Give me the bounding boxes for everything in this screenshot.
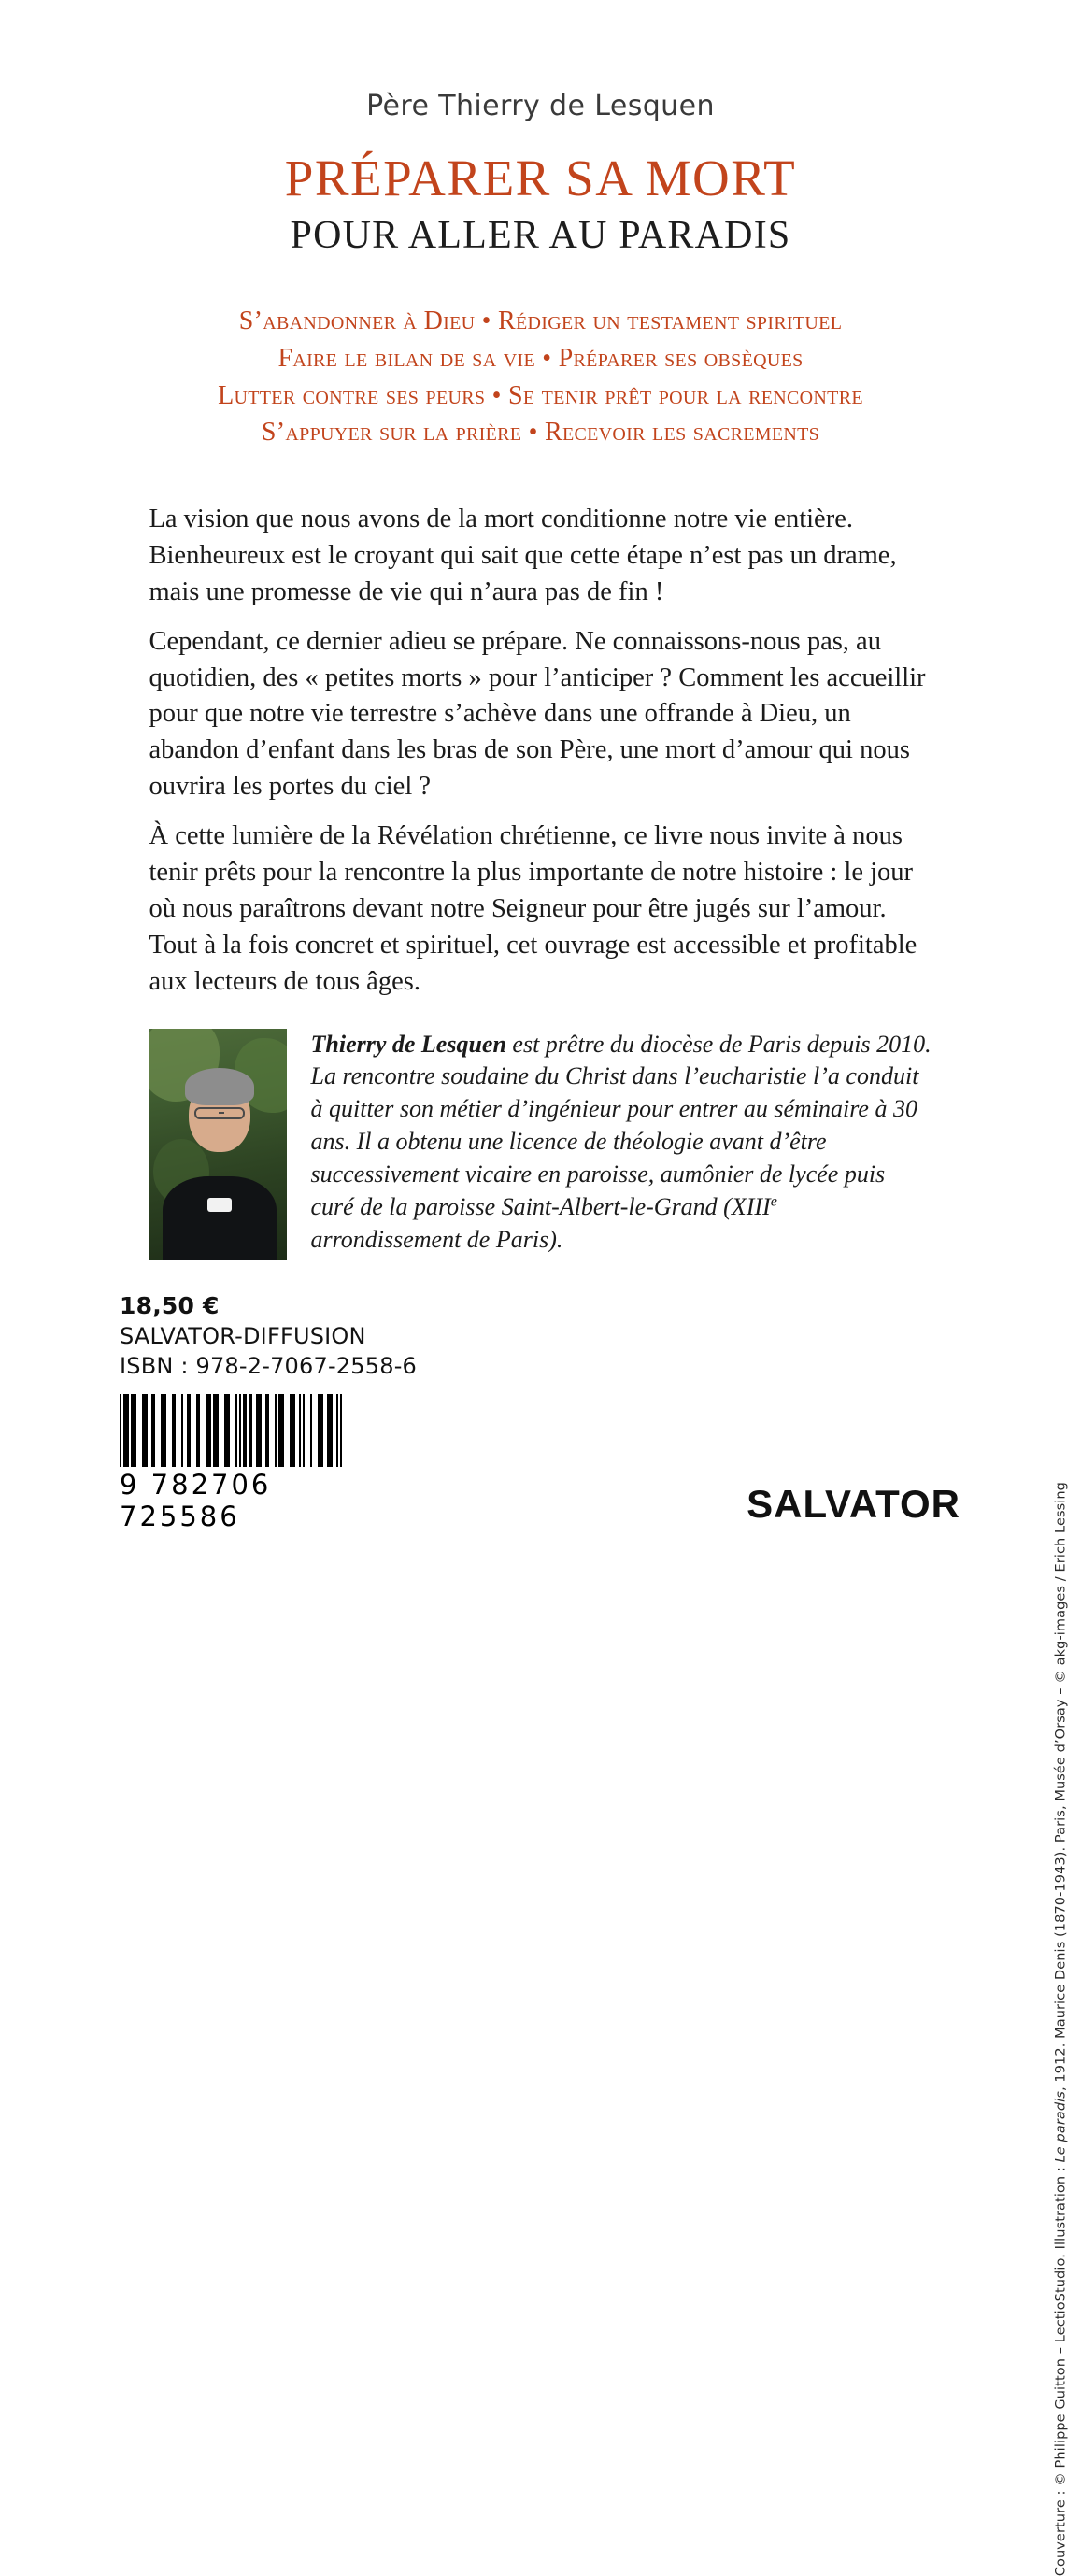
author-bio xyxy=(149,1029,932,1260)
book-title-subtitle: POUR ALLER AU PARADIS xyxy=(290,214,791,257)
topic-line: Lutter contre ses peurs • Se tenir prêt pour la rencontre xyxy=(218,380,863,410)
credits-illustration-suffix: , 1912. Maurice Denis (1870-1943). Paris, Musée d’Orsay – © akg-images / Erich Lessing xyxy=(1053,1482,1068,2092)
diffusion-label: SALVATOR-DIFFUSION xyxy=(120,1323,366,1349)
author-photo xyxy=(149,1029,287,1260)
author-bio-body-end: arrondissement de Paris). xyxy=(310,1225,563,1253)
price-label: 18,50 € xyxy=(120,1292,220,1319)
blurb-text xyxy=(149,502,932,1001)
price-block xyxy=(120,1292,960,1379)
blurb-paragraph: À cette lumière de la Révélation chrétienne, ce livre nous invite à nous tenir prêts pour la rencontre la plus importante de notre histoire : le jour où nous paraîtrons devant notre Seigneur pour être jugés sur l’amour. Tout à la fois concret et spirituel, cet ouvrage est accessible et profitable aux lecteurs de tous âges. xyxy=(149,821,917,996)
portrait-torso xyxy=(163,1176,277,1260)
portrait-hair xyxy=(185,1068,254,1105)
glasses-icon xyxy=(194,1107,245,1119)
topic-line: Faire le bilan de sa vie • Préparer ses obsèques xyxy=(277,343,804,373)
cover-footer xyxy=(120,1292,960,1532)
clerical-collar xyxy=(207,1198,232,1212)
credits-illustration-title: Le paradis xyxy=(1053,2091,1068,2163)
image-credits: Couverture : © Philippe Guitton – LectioStudio. Illustration : Le paradis, 1912. Maurice Denis (1870-1943). Paris, Musée d’Orsay – © akg-images / Erich Lessing xyxy=(1053,1482,1068,2576)
author-bio-body: est prêtre du diocèse de Paris depuis 2010. La rencontre soudaine du Christ dans l’eucharistie l’a conduit à quitter son métier d’ingénieur pour entrer au séminaire à 30 ans. Il a obtenu une licence de théologie avant d’être successivement vicaire en paroisse, aumônier de lycée puis curé de la paroisse Saint-Albert-le-Grand (XIII xyxy=(310,1030,932,1220)
credits-illustration-prefix: Illustration : xyxy=(1053,2162,1068,2250)
blurb-paragraph: La vision que nous avons de la mort conditionne notre vie entière. Bienheureux est le croyant qui sait que cette étape n’est pas un drame, mais une promesse de vie qui n’aura pas de fin ! xyxy=(149,505,897,606)
cover-header xyxy=(0,0,1081,258)
author-bio-text xyxy=(311,1029,932,1257)
barcode-bars xyxy=(120,1394,344,1467)
author-bio-name: Thierry de Lesquen xyxy=(310,1030,506,1058)
credits-cover: Couverture : © Philippe Guitton – LectioStudio xyxy=(1053,2257,1068,2576)
blurb-paragraph: Cependant, ce dernier adieu se prépare. Ne connaissons-nous pas, au quotidien, des « petites morts » pour l’anticiper ? Comment les accueillir pour que notre vie terrestre s’achève dans une offrande à Dieu, un abandon d’enfant dans les bras de son Père, une mort d’amour qui nous ouvrira les portes du ciel ? xyxy=(149,626,926,802)
ordinal-superscript: e xyxy=(770,1193,777,1210)
book-title-main: PRÉPARER SA MORT xyxy=(284,149,797,206)
barcode-digits: 9 782706 725586 xyxy=(120,1469,272,1532)
topics-list xyxy=(0,303,1081,451)
topic-line: S’appuyer sur la prière • Recevoir les sacrements xyxy=(261,418,820,448)
isbn-label: ISBN : 978-2-7067-2558-6 xyxy=(120,1353,418,1379)
topic-line: S’abandonner à Dieu • Rédiger un testament spirituel xyxy=(238,306,843,335)
publisher-logo: SALVATOR xyxy=(747,1482,960,1526)
author-name: Père Thierry de Lesquen xyxy=(366,90,715,122)
barcode xyxy=(120,1394,344,1532)
